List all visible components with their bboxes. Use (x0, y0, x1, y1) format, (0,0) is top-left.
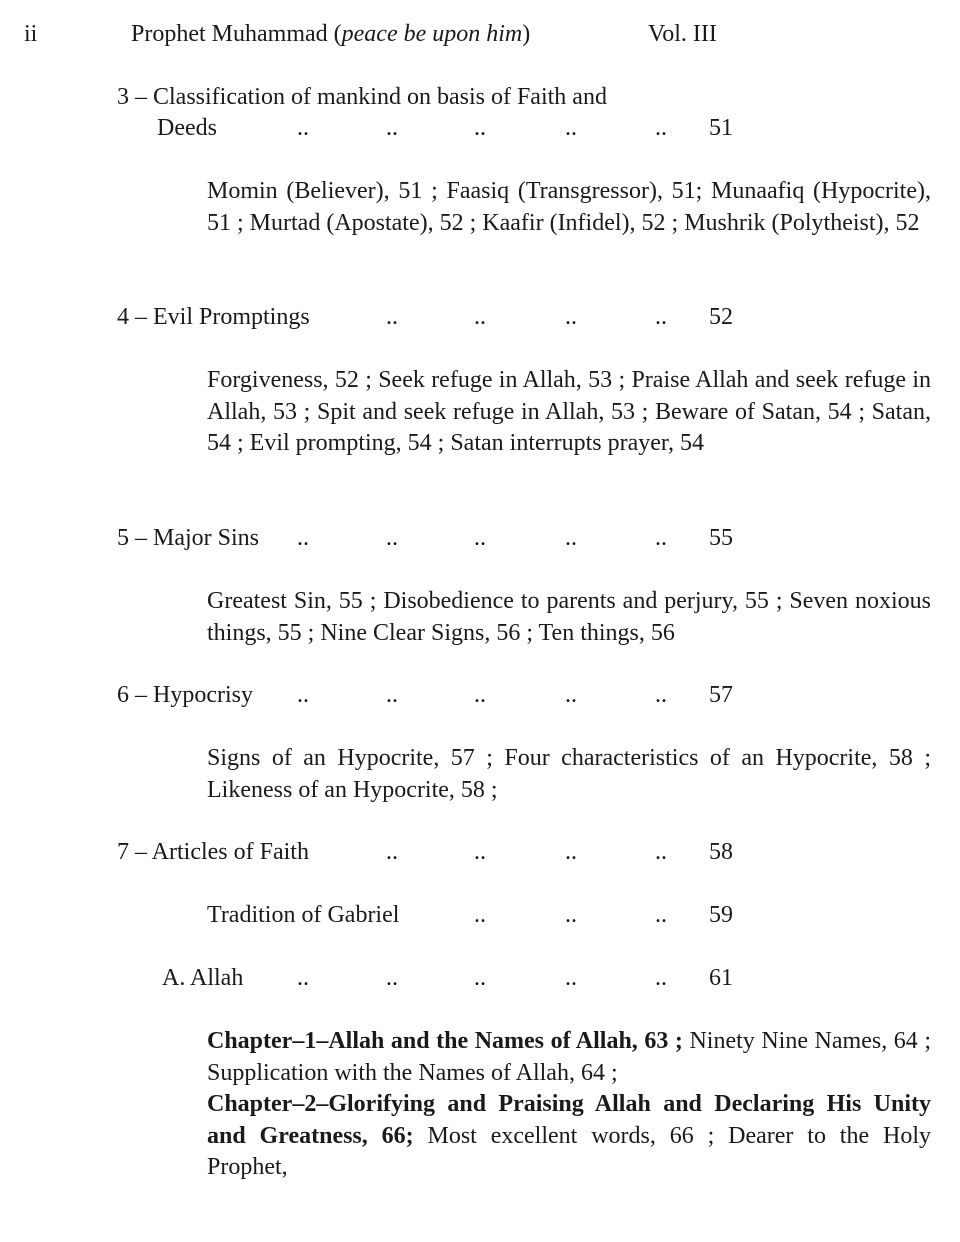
section-5-heading: 5 – Major Sins (117, 525, 260, 551)
leader-dots: .. (386, 115, 398, 141)
leader-dots: .. (386, 525, 398, 551)
leader-dots: .. (655, 965, 667, 991)
section-7a-page: 61 (709, 965, 733, 991)
section-6-page: 57 (709, 682, 733, 708)
chapter-2-entry (207, 1089, 931, 1184)
leader-dots: .. (297, 965, 309, 991)
leader-dots: .. (655, 115, 667, 141)
leader-dots: .. (474, 839, 486, 865)
section-3-page: 51 (709, 115, 733, 141)
chapter-1-title: Chapter–1–Allah and the Names of Allah, 63 ; (207, 1028, 683, 1054)
section-5-page: 55 (709, 525, 733, 551)
chapter-1-entry (207, 1026, 931, 1089)
chapter-1-items: Ninety Nine Names, 64 ; Supplication with the Names of Allah, 64 ; (207, 1028, 931, 1086)
leader-dots: .. (297, 682, 309, 708)
section-7-heading: 7 – Articles of Faith (117, 839, 309, 865)
leader-dots: .. (474, 902, 486, 928)
running-title-italic: peace be upon him (341, 21, 523, 47)
leader-dots: .. (474, 965, 486, 991)
leader-dots: .. (386, 965, 398, 991)
leader-dots: .. (565, 839, 577, 865)
leader-dots: .. (565, 902, 577, 928)
chapter-2-items: Most excellent words, 66 ; Dearer to the Holy Prophet, (207, 1122, 931, 1180)
section-7-subheading-page: 59 (709, 902, 733, 928)
leader-dots: .. (474, 682, 486, 708)
running-title-close: ) (522, 21, 531, 47)
leader-dots: .. (565, 304, 577, 330)
leader-dots: .. (297, 115, 309, 141)
leader-dots: .. (655, 304, 667, 330)
section-3-heading-cont: Deeds (157, 115, 217, 141)
leader-dots: .. (474, 525, 486, 551)
section-3-heading: 3 – Classification of mankind on basis of Faith and (117, 84, 607, 110)
leader-dots: .. (297, 525, 309, 551)
running-title-text: Prophet Muhammad ( (131, 21, 342, 47)
section-5-details: Greatest Sin, 55 ; Disobedience to parents and perjury, 55 ; Seven noxious things, 55 ; Nine Clear Signs, 56 ; Ten things, 56 (207, 588, 931, 646)
section-4-page: 52 (709, 304, 733, 330)
section-7-page: 58 (709, 839, 733, 865)
leader-dots: .. (386, 304, 398, 330)
section-7-subheading: Tradition of Gabriel (207, 902, 400, 928)
leader-dots: .. (565, 525, 577, 551)
section-7a-details (207, 1026, 931, 1184)
section-3-details: Momin (Believer), 51 ; Faasiq (Transgressor), 51; Munaafiq (Hypocrite), 51 ; Murtad (Apostate), 52 ; Kaafir (Infidel), 52 ; Mushrik (Polytheist), 52 (207, 178, 931, 236)
page-number: ii (24, 21, 38, 47)
section-4-heading: 4 – Evil Promptings (117, 304, 310, 330)
leader-dots: .. (386, 682, 398, 708)
section-6-details: Signs of an Hypocrite, 57 ; Four characteristics of an Hypocrite, 58 ; Likeness of an Hypocrite, 58 ; (207, 745, 931, 803)
leader-dots: .. (655, 902, 667, 928)
leader-dots: .. (565, 115, 577, 141)
leader-dots: .. (655, 525, 667, 551)
leader-dots: .. (474, 304, 486, 330)
running-title (131, 19, 530, 51)
section-6-heading: 6 – Hypocrisy (117, 682, 253, 708)
leader-dots: .. (565, 965, 577, 991)
volume-label: Vol. III (648, 21, 717, 47)
leader-dots: .. (655, 682, 667, 708)
chapter-2-title: Chapter–2–Glorifying and Praising Allah and Declaring His Unity and Greatness, 66; (207, 1091, 931, 1149)
leader-dots: .. (655, 839, 667, 865)
section-4-details: Forgiveness, 52 ; Seek refuge in Allah, 53 ; Praise Allah and seek refuge in Allah, 53 ; Spit and seek refuge in Allah, 53 ; Beware of Satan, 54 ; Satan, 54 ; Evil prompting, 54 ; Satan interrupts prayer, 54 (207, 367, 931, 456)
leader-dots: .. (474, 115, 486, 141)
leader-dots: .. (386, 839, 398, 865)
section-7a-heading: A. Allah (162, 965, 244, 991)
leader-dots: .. (565, 682, 577, 708)
